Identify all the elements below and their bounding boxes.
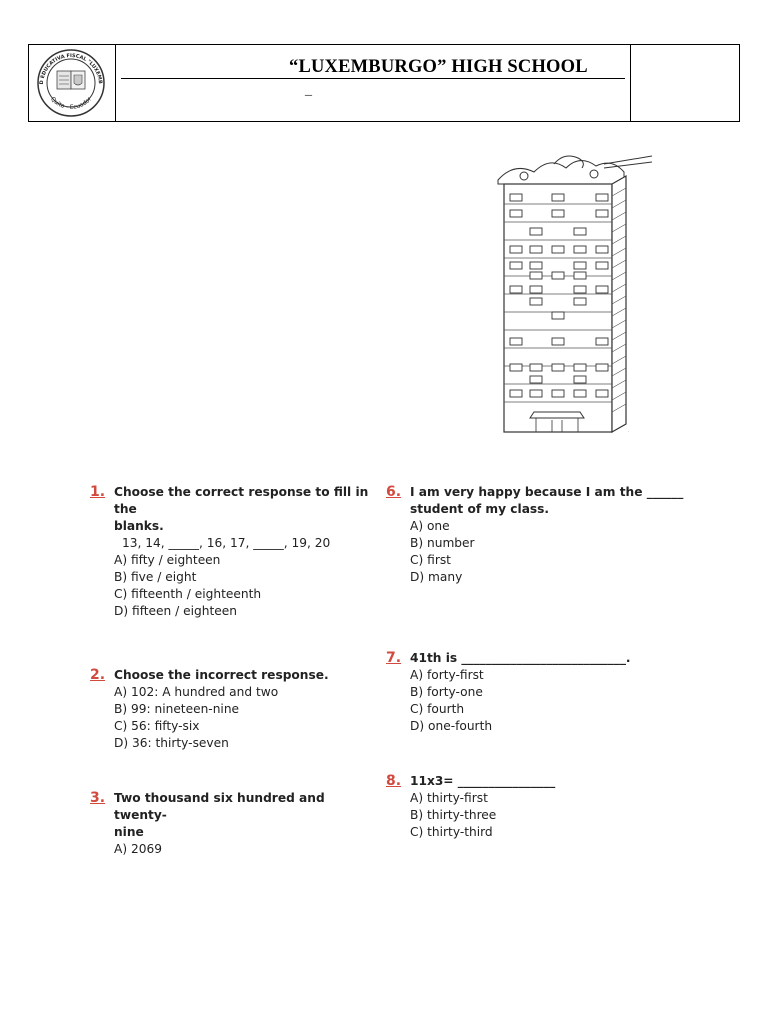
answer-option: B) five / eight [114,570,197,584]
question-title-line: student of my class. [410,502,550,516]
answer-option: B) 99: nineteen-nine [114,702,240,716]
answer-option: C) thirty-third [410,825,493,839]
question-title-line: I am very happy because I am the ______ [410,485,684,499]
answer-option: B) number [410,536,475,550]
answer-option: D) many [410,570,463,584]
svg-text:UNIDAD EDUCATIVA FISCAL "LUXEM: D EDUCATIVA FISCAL "LUXEMB [38,52,104,85]
question-title-line: Choose the correct response to fill in the [114,485,369,516]
school-header [28,44,740,122]
question-number: 2. [90,667,106,683]
question-1 [90,484,380,620]
question-title-line: blanks. [114,519,164,533]
answer-option: D) fifteen / eighteen [114,604,237,618]
title-rule [121,78,625,79]
answer-option: D) 36: thirty-seven [114,736,229,750]
question-8 [386,773,686,841]
answer-option: C) first [410,553,451,567]
answer-option: A) 102: A hundred and two [114,685,279,699]
answer-option: C) fourth [410,702,465,716]
answer-option: A) 2069 [114,842,162,856]
header-dash: _ [305,83,312,98]
question-number: 7. [386,650,402,666]
answer-option: C) fifteenth / eighteenth [114,587,262,601]
answer-option: A) thirty-first [410,791,488,805]
answer-option: A) one [410,519,450,533]
building-illustration [494,150,654,435]
question-7 [386,650,686,735]
svg-text:.: . [628,429,630,433]
empty-cell [630,45,739,121]
question-number: 1. [90,484,106,500]
school-title: “LUXEMBURGO” HIGH SCHOOL [289,57,588,77]
question-3 [90,790,380,858]
question-title-line: 11x3= ________________ [410,774,556,788]
question-number: 6. [386,484,402,500]
question-title-line: Two thousand six hundred and twenty- [114,791,325,822]
logo-cell [29,45,116,121]
answer-option: C) 56: fifty-six [114,719,200,733]
answer-option: B) forty-one [410,685,483,699]
number-sequence: 13, 14, _____, 16, 17, _____, 19, 20 [122,536,331,550]
question-title-line: nine [114,825,144,839]
question-6 [386,484,686,586]
question-title-line: 41th is ___________________________. [410,651,631,665]
question-number: 3. [90,790,106,806]
answer-option: A) forty-first [410,668,484,682]
question-title-line: Choose the incorrect response. [114,668,329,682]
school-logo [29,45,113,121]
answer-option: D) one-fourth [410,719,493,733]
svg-text:Quito - Ecuador: Quito - Ecuador [49,95,93,112]
answer-option: A) fifty / eighteen [114,553,221,567]
answer-option: B) thirty-three [410,808,497,822]
question-2 [90,667,380,752]
question-number: 8. [386,773,402,789]
